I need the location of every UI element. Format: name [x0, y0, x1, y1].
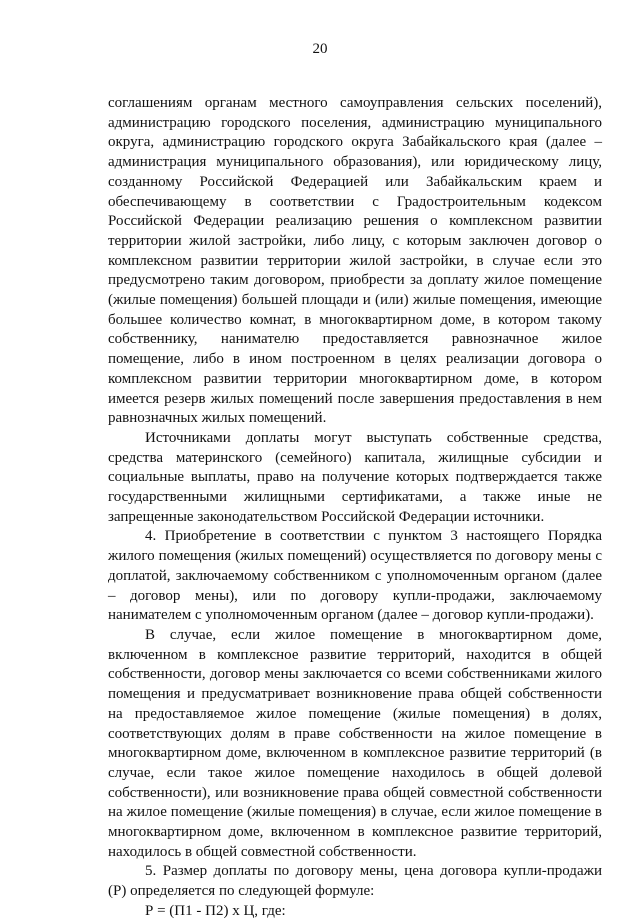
paragraph-payment-sources: Источниками доплаты могут выступать собственные средства, средства материнского (семейного) капитала, жилищные субсидии и социальные выплаты, право на получение которых подтверждается также государственными жилищными сертификатами, а также иные не запрещенные законодательством Российской Федерации источники. — [108, 429, 602, 525]
document-body — [108, 94, 602, 922]
paragraph-item-4: 4. Приобретение в соответствии с пунктом 3 настоящего Порядка жилого помещения (жилых помещений) осуществляется по договору мены с доплатой, заключаемому собственником с уполномоченным органом (далее – договор мены), или по договору купли-продажи, заключаемому нанимателем с уполномоченным органом (далее – договор купли-продажи). — [108, 528, 602, 624]
page-number: 20 — [312, 41, 328, 57]
price-formula: Р = (П1 - П2) х Ц, где: — [145, 902, 286, 919]
paragraph-item-5: 5. Размер доплаты по договору мены, цена договора купли-продажи (Р) определяется по следующей формуле: — [108, 863, 602, 900]
paragraph-continuation: соглашениям органам местного самоуправления сельских поселений), администрацию городского поселения, администрацию муниципального округа, администрацию городского округа Забайкальского края (далее – администрация муниципального образования), или юридическому лицу, созданному Российской Федерацией или Забайкальским краем и обеспечивающему в соответствии с Градостроительным кодексом Российской Федерации реализацию решения о комплексном развитии территории жилой застройки, либо лицу, с которым заключен договор о комплексном развитии территории жилой застройки, в случае если это предусмотрено таким договором, приобрести за доплату жилое помещение (жилые помещения) большей площади и (или) жилые помещения, имеющие большее количество комнат, в многоквартирном доме, в котором такому собственнику, нанимателю предоставляется равнозначное жилое помещение, либо в ином построенном в целях реализации договора о комплексном развитии территории многоквартирном доме, в котором имеется резерв жилых помещений после завершения предоставления в нем равнозначных жилых помещений. — [108, 95, 602, 427]
paragraph-common-ownership: В случае, если жилое помещение в многоквартирном доме, включенном в комплексное развитие территорий, находится в общей собственности, договор мены заключается со всеми собственниками жилого помещения и предусматривает возникновение права общей собственности на предоставляемое жилое помещение (жилые помещения) в долях, соответствующих долям в праве собственности на жилое помещение в многоквартирном доме, включенном в комплексное развитие территорий (в случае, если такое жилое помещение находилось в общей долевой собственности), или возникновение права общей совместной собственности на жилое помещение (жилые помещения) в случае, если жилое помещение в многоквартирном доме, включенном в комплексное развитие территорий, находилось в общей совместной собственности. — [108, 626, 602, 860]
